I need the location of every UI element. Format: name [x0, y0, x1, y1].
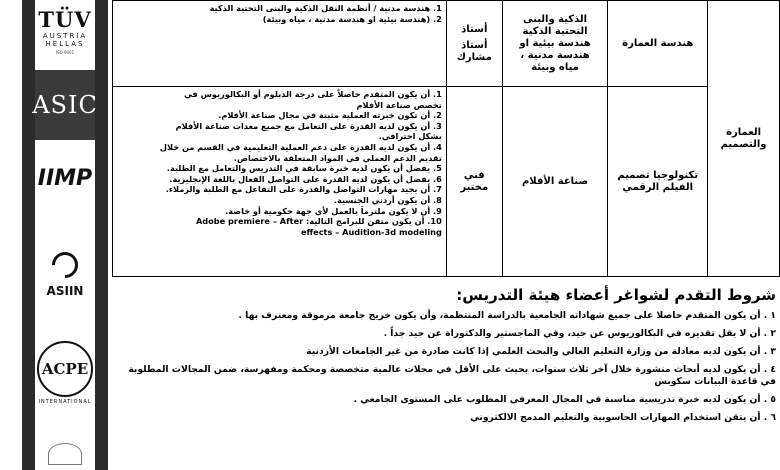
- condition-item: ٤ . أن يكون لديه أبحاث منشورة خلال آخر ثلاث سنوات، بحيث على الأقل في مجلات عالمية متخصصة ومحكمة ومفهرسة، ضمن المجالات المطلوبة في قاعدة البيانات سكوبس: [128, 364, 776, 387]
- acpe-seal-icon: ACPE: [37, 341, 93, 397]
- conditions-title: شروط التقدم لشواغر أعضاء هيئة التدريس:: [456, 286, 776, 304]
- condition-item: ٦ . أن يتقن استخدام المهارات الحاسوبية والتعليم المدمج الالكتروني: [470, 412, 776, 423]
- department-cell: تكنولوجيا تصميم الفيلم الرقمي: [608, 87, 708, 277]
- partial-logo-icon: [48, 443, 82, 465]
- acpe-logo: ACPE INTERNATIONAL: [35, 330, 95, 416]
- strip-bar-left: [22, 0, 35, 470]
- requirements-cell: 1. أن يكون المتقدم حاصلاً على درجة الدبلوم أو البكالوريوس في تخصص صناعة الأفلام 2. أن تكون خبرته العملية مثبتة في مجال صناعة الأفلام. 3. أن يكون لديه القدرة على التعامل مع جميع معدات صناعة الأفلام بشكل احترافي. 4. أن يكون لديه القدرة على دعم العملية التعليمية في القسم من خلال تقديم الدعم العملي في المواد المتعلقة بالاختصاص. 5. يفضل أن يكون لديه خبرة سابقة في التدريس والتعامل مع الطلبة. 6. يفضل أن يكون لديه القدرة على التواصل الفعال باللغة الإنجليزية. 7. أن يجيد مهارات التواصل والقدرة على التفاعل مع الطلبة والزملاء. 8. أن يكون أردني الجنسية. 9. أن لا يكون ملتزماً بالعمل لأي جهة حكومية أو خاصة. 10. أن يكون متقن للبرامج التالية: Adobe premiere – After effects – Audition-3d modeling: [113, 87, 447, 277]
- requirements-cell: 1. هندسة مدنية / أنظمة النقل الذكية والبنى التحتية الذكية 2. (هندسة بيئية او هندسة مدنية ، مياه وبيئة): [113, 1, 447, 87]
- accreditation-logo-strip: [0, 0, 108, 470]
- department-cell: هندسة العمارة: [608, 1, 708, 87]
- rank-cell: أستاذ أستاذ مشارك: [446, 1, 502, 87]
- asiin-emblem-icon: [47, 247, 84, 284]
- condition-item: ١ . أن يكون المتقدم حاصلا على جميع شهاداته الجامعية بالدراسة المنتظمة، وأن يكون خريج جامعة مرموقة ومعترف بها .: [238, 310, 776, 321]
- rank-cell: فني مختبر: [446, 87, 502, 277]
- tuv-logo: TÜV AUSTRIA HELLAS ISO 9001: [38, 7, 92, 55]
- strip-bar-right: [95, 0, 108, 470]
- table-row-architecture: [113, 1, 780, 87]
- iimp-logo: IIMP: [37, 165, 93, 191]
- specialization-cell: الذكية والبنى التحتية الذكية هندسة بيئية او هندسة مدنية ، مياه وبيئة: [502, 1, 608, 87]
- table-row-film-tech: [113, 87, 780, 277]
- asiin-logo: ASIIN: [35, 246, 95, 304]
- vacancies-table: [112, 0, 780, 277]
- condition-item: ٥ . أن يكون لديه خبرة تدريسية مناسبة في المجال المعرفي المطلوب على المستوى الجامعي .: [353, 394, 776, 405]
- condition-item: ٣ . أن يكون لديه معادلة من وزارة التعليم العالي والبحث العلمي إذا كانت صادرة من غير الجامعات الأردنية: [306, 346, 776, 357]
- application-conditions: [112, 286, 776, 430]
- condition-item: ٢ . أن لا يقل تقديره في البكالوريوس عن جيد، وفي الماجستير والدكتوراة عن جيد جداً .: [383, 328, 776, 339]
- asic-logo: ASIC: [35, 70, 95, 140]
- college-cell: العمارة والتصميم: [708, 1, 780, 277]
- specialization-cell: صناعة الأفلام: [502, 87, 608, 277]
- partial-logo: [35, 438, 95, 470]
